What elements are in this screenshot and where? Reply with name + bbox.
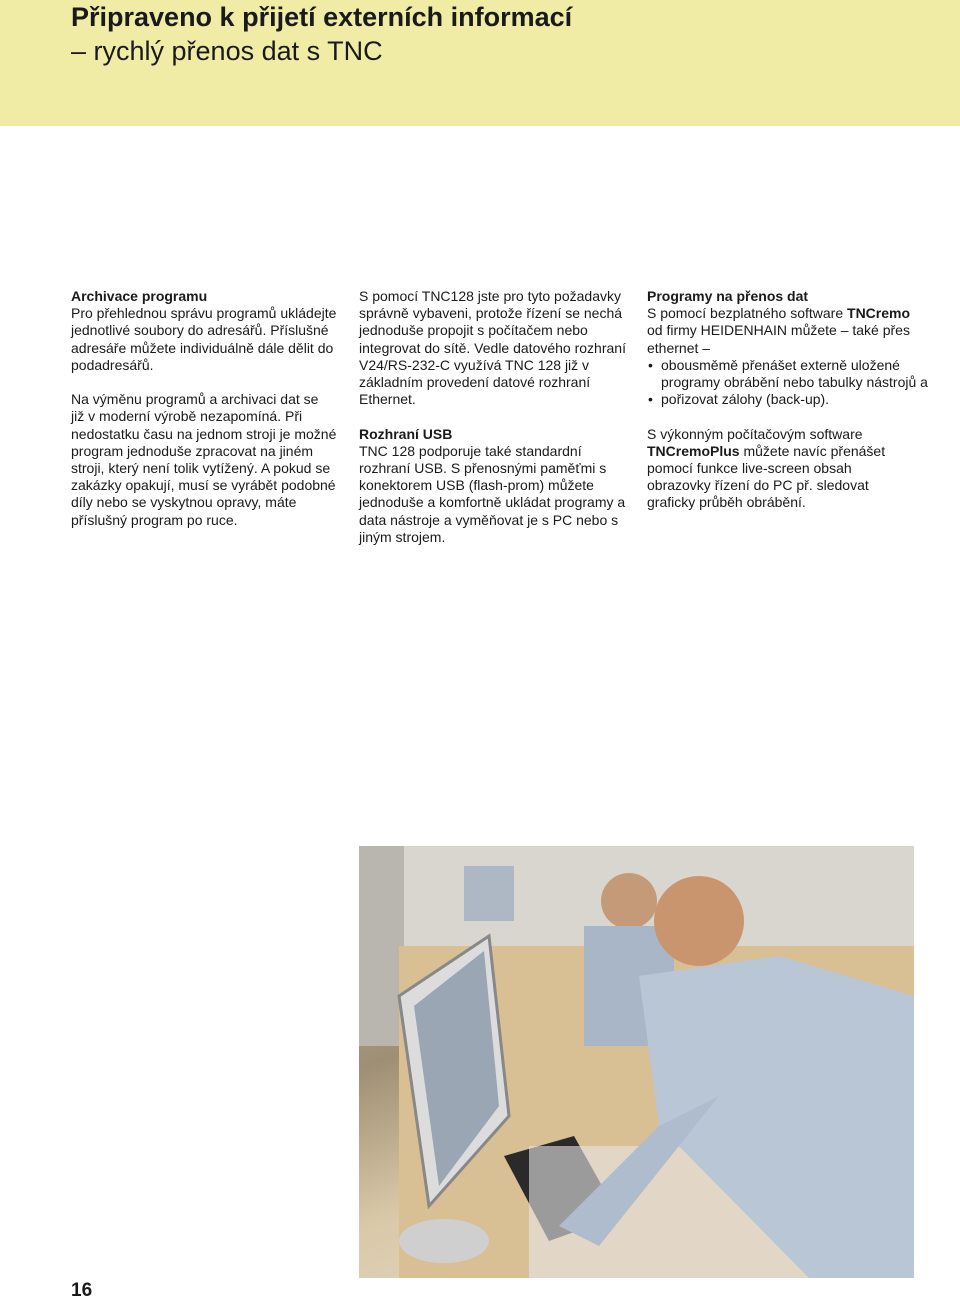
section-heading: Programy na přenos dat xyxy=(647,288,809,304)
section-heading: Archivace programu xyxy=(71,288,208,304)
bullet-item: • obousměmě přenášet externě uložené programy obrábění nebo tabulky nástrojů a xyxy=(648,356,928,391)
page-title xyxy=(71,0,572,68)
text-line: TNC 128 podporuje také standardní xyxy=(359,442,582,459)
text-line: základním provedení datové rozhraní xyxy=(359,374,591,391)
bullet-icon: • xyxy=(648,391,653,408)
text-line: integrovat do sítě. Vedle datového rozhraní xyxy=(359,339,626,356)
text-line: jednoduše a komfortně ukládat programy a xyxy=(359,494,626,511)
text-line: program jednoduše zpracovat na jiném xyxy=(71,442,314,459)
page-number: 16 xyxy=(71,1280,93,1301)
text-line: zakázky opakují, musí se vyrábět podobné xyxy=(71,477,336,494)
text-line: TNCremoPlus můžete navíc přenášet xyxy=(647,442,886,459)
text-line: od firmy HEIDENHAIN můžete – také přes xyxy=(647,322,910,339)
text-line: ethernet – xyxy=(647,339,711,356)
text-line: Pro přehlednou správu programů ukládejte xyxy=(71,305,337,322)
text-line: díly nebo se vyskytnou opravy, máte xyxy=(71,494,297,511)
title-line-1: Připraveno k přijetí externích informací xyxy=(71,2,573,32)
text-line: jednoduše propojit s počítačem nebo xyxy=(359,322,588,339)
text-line: konektorem USB (flash-prom) můžete xyxy=(359,477,594,494)
text-line: podadresářů. xyxy=(71,356,154,373)
text-line: již v moderní výrobě nezapomíná. Při xyxy=(71,408,303,425)
text-line: Na výměnu programů a archivaci dat se xyxy=(71,391,319,408)
text-line: pomocí funkce live-screen obsah xyxy=(647,460,852,477)
text-line: data nástroje a vyměňovat je s PC nebo s xyxy=(359,511,619,528)
bullet-icon: • xyxy=(648,356,653,373)
text-line: S výkonným počítačovým software xyxy=(647,425,863,442)
text-line: V24/RS-232-C využívá TNC 128 již v xyxy=(359,356,590,373)
text-line: Ethernet. xyxy=(359,391,416,408)
title-line-2: – rychlý přenos dat s TNC xyxy=(71,36,383,66)
column-2 xyxy=(359,288,639,546)
product-name: TNCremo xyxy=(847,305,911,322)
text-line: jiným strojem. xyxy=(359,528,446,545)
text-line: graficky průběh obrábění. xyxy=(647,494,806,511)
text-line: adresáře můžete individuálně dále dělit do xyxy=(71,339,334,356)
text-line: stroji, který není tolik vytížený. A pokud se xyxy=(71,460,331,477)
text-line: S pomocí TNC128 jste pro tyto požadavky xyxy=(359,288,621,304)
column-1 xyxy=(71,288,351,529)
text-line: obrazovky řízení do PC př. sledovat xyxy=(647,477,869,494)
photo-operators-at-computer xyxy=(359,846,914,1278)
text-line: S pomocí bezplatného software TNCremo xyxy=(647,305,911,322)
column-3 xyxy=(647,288,927,512)
bullet-item: • pořizovat zálohy (back-up). xyxy=(648,391,830,408)
text-line: správně vybaveni, protože řízení se nechá xyxy=(359,305,623,322)
text-line: příslušný program po ruce. xyxy=(71,511,238,528)
text-line: rozhraní USB. S přenosnými paměťmi s xyxy=(359,460,607,477)
text-line: nedostatku času na jednom stroji je možné xyxy=(71,425,337,442)
product-name: TNCremoPlus xyxy=(647,442,740,459)
section-heading: Rozhraní USB xyxy=(359,425,453,442)
text-line: jednotlivé soubory do adresářů. Příslušné xyxy=(71,322,329,339)
